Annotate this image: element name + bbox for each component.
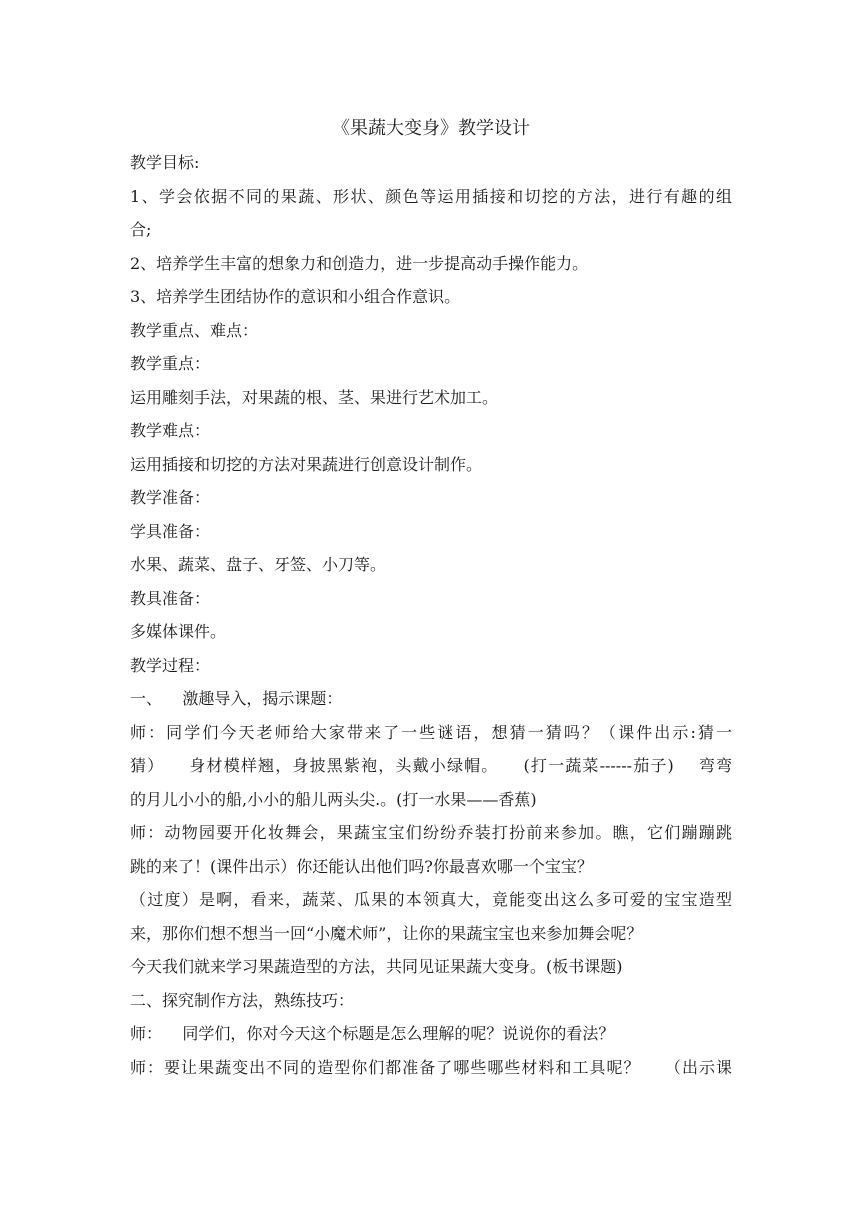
text-line: 今天我们就来学习果蔬造型的方法，共同见证果蔬大变身。(板书课题) [130,957,623,976]
text-line: 二、探究制作方法，熟练技巧： [130,990,355,1010]
text-line: 教学过程： [130,655,211,675]
text-line: 一、 激趣导入，揭示课题： [130,689,343,708]
text-line: （过度）是啊，看来，蔬菜、瓜果的本领真大，竟能变出这么多可爱的宝宝造型 [130,890,732,909]
text-line: 猜） 身材模样翘，身披黑紫袍，头戴小绿帽。 (打一蔬菜------茄子) 弯弯 [130,756,732,775]
text-line: 运用插接和切挖的方法对果蔬进行创意设计制作。 [130,454,483,474]
text-line: 师：同学们今天老师给大家带来了一些谜语，想猜一猜吗？（课件出示:猜一 [130,722,732,742]
text-line: 运用雕刻手法，对果蔬的根、茎、果进行艺术加工。 [130,387,499,407]
text-line: 来，那你们想不想当一回“小魔术师”，让你的果蔬宝宝也来参加舞会呢？ [130,923,643,943]
text-line: 水果、蔬菜、盘子、牙签、小刀等。 [130,555,387,574]
text-line: 的月儿小小的船,小小的船儿两头尖.。(打一水果——香蕉) [130,789,537,809]
document-title: 《果蔬大变身》教学设计 [332,118,530,139]
text-line: 跳的来了！(课件出示）你还能认出他们吗?你最喜欢哪一个宝宝？ [130,856,593,876]
text-line: 3、培养学生团结协作的意识和小组合作意识。 [130,287,461,306]
text-line: 师： 同学们，你对今天这个标题是怎么理解的呢？说说你的看法？ [130,1024,615,1043]
text-line: 教学难点： [130,421,211,440]
text-line: 多媒体课件。 [130,622,227,641]
text-line: 1、学会依据不同的果蔬、形状、颜色等运用插接和切挖的方法，进行有趣的组 [130,186,732,206]
text-line: 合; [130,220,152,239]
text-line: 2、培养学生丰富的想象力和创造力，进一步提高动手操作能力。 [130,253,589,273]
text-line: 教学准备： [130,488,211,507]
text-line: 师：要让果蔬变出不同的造型你们都准备了哪些哪些材料和工具呢？ （出示课 [130,1057,732,1077]
text-line: 教学目标: [130,153,200,172]
text-line: 教具准备： [130,588,211,608]
document-body [130,146,732,1084]
text-line: 教学重点、难点： [130,320,259,340]
text-line: 学具准备： [130,521,211,541]
text-line: 教学重点： [130,354,211,373]
text-line: 师：动物园要开化妆舞会，果蔬宝宝们纷纷乔装打扮前来参加。瞧，它们蹦蹦跳 [130,823,732,842]
document-page [130,112,732,1084]
